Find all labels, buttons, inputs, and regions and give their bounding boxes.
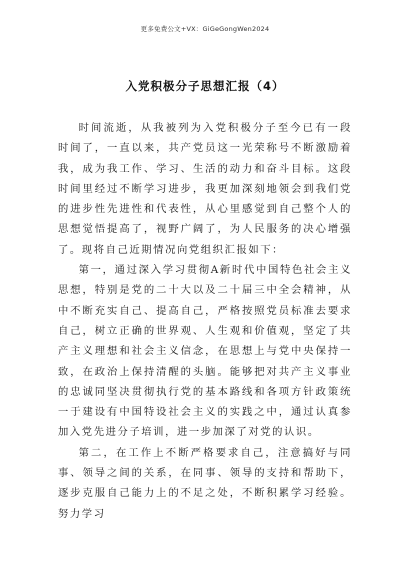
paragraph-second: 第二，在工作上不断严格要求自己，注意搞好与同事、领导之间的关系，在同事、领导的支持和帮助下，逐步克服自己能力上的不足之处，不断积累学习经验。努力学习 bbox=[58, 446, 352, 520]
document-title: 入党积极分子思想汇报（4） bbox=[125, 79, 285, 93]
paragraph-first: 第一，通过深入学习贯彻A新时代中国特色社会主义思想，特别是党的二十大以及二十届三中全会精神，从中不断充实自己、提高自己，严格按照党员标准去要求自己，树立正确的世界观、人生观和价值观，坚定了共产主义理想和社会主义信念，在思想上与党中央保持一致，在政治上保持清醒的头脑。能够把对共产主义事业的忠诚同坚决贯彻执行党的基本路线和各项方针政策统一于建设有中国特设社会主义的实践之中，通过认真参加入党先进分子培训，进一步加深了对党的认识。 bbox=[58, 264, 352, 439]
document-body bbox=[58, 118, 352, 524]
paragraph-intro: 时间流逝，从我被列为入党积极分子至今已有一段时间了，一直以来，共产党员这一光荣称号不断激励着我，成为我工作、学习、生活的动力和奋斗目标。这段时间里经过不断学习进步，我更加深刻地领会到我们党的进步性先进性和代表性，从心里感觉到自己整个人的思想觉悟提高了，视野广阔了，为人民服务的决心增强了。现将自己近期情况向党组织汇报如下： bbox=[58, 122, 352, 256]
header-note: 更多免费公文+VX：GiGeGongWen2024 bbox=[140, 25, 270, 33]
